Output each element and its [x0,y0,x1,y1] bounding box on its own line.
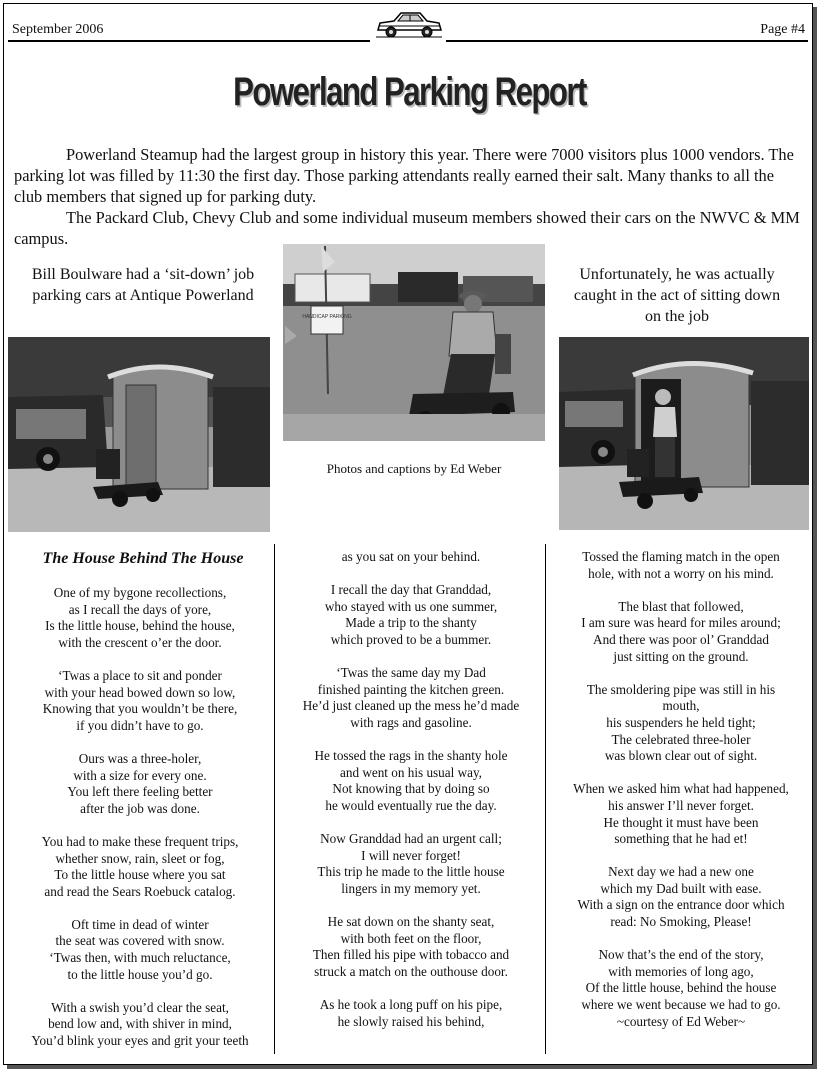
photo-scooter-center [283,244,545,441]
poem-stanza: I recall the day that Granddad, who stayed with us one summer, Made a trip to the shanty which proved to be a bummer. [324,582,498,647]
poem-stanza: Oft time in dead of winter the seat was covered with snow. ‘Twas then, with much reluctance, to the little house you’d go. [49,916,231,982]
column-divider-1 [274,544,275,1054]
poem-stanza: Ours was a three-holer, with a size for every one. You left there feeling better after the job was done. [67,750,213,816]
poem-column-2 [280,549,542,1047]
poem-stanza: You had to make these frequent trips, whether snow, rain, sleet or fog, To the little house where you sat and read the Sears Roebuck catalog. [41,833,239,899]
photo-outhouse-right [559,337,809,530]
poem-stanza: Next day we had a new one which my Dad built with ease. With a sign on the entrance door which read: No Smoking, Please! [577,864,785,930]
poem-stanza: The blast that followed, I am sure was heard for miles around; And there was poor ol’ Granddad just sitting on the ground. [581,598,781,664]
poem-title: The House Behind The House [42,550,244,567]
poem-column-1 [10,585,270,1066]
intro-text [14,144,804,249]
classic-car-icon [374,6,444,42]
caption-left: Bill Boulware had a ‘sit-down’ job parking cars at Antique Powerland [31,266,255,304]
handicap-sign-text: HANDICAP PARKING [302,314,352,320]
poem-stanza: as you sat on your behind. [341,549,481,564]
article-title: Powerland Parking Report [233,70,586,114]
column-divider-2 [545,544,546,1054]
poem-stanza: Now that’s the end of the story, with memories of long ago, Of the little house, behind the house where we went because we had to go. ~courtesy of Ed Weber~ [581,947,781,1029]
header-rule-left [8,40,370,42]
issue-date: September 2006 [12,22,104,37]
poem-stanza: When we asked him what had happened, his answer I’ll never forget. He thought it must have been something that he had et! [573,781,789,847]
poem-stanza: The smoldering pipe was still in his mouth, his suspenders he held tight; The celebrated three-holer was blown clear out of sight. [586,681,776,764]
poem-stanza: Tossed the flaming match in the open hole, with not a worry on his mind. [582,549,780,581]
intro-paragraph-2: The Packard Club, Chevy Club and some individual museum members showed their cars on the NWVC & MM campus. [14,208,800,248]
poem-stanza: As he took a long puff on his pipe, he slowly raised his behind, [319,997,503,1029]
poem-stanza: Now Granddad had an urgent call; I will never forget! This trip he made to the little house lingers in my memory yet. [317,831,505,896]
poem-stanza: With a swish you’d clear the seat, bend low and, with shiver in mind, You’d blink your eyes and grit your teeth [31,999,249,1049]
poem-stanza: He sat down on the shanty seat, with both feet on the floor, Then filled his pipe with tobacco and struck a match on the outhouse door. [312,914,510,979]
photo-credit: Photos and captions by Ed Weber [326,461,502,476]
photo-outhouse-left [8,337,270,532]
poem-stanza: ‘Twas a place to sit and ponder with your head bowed down so low, Knowing that you wouldn’t be there, if you didn’t have to go. [42,667,238,733]
poem-stanza: ‘Twas the same day my Dad finished painting the kitchen green. He’d just cleaned up the mess he’d made with rags and gasoline. [302,665,520,730]
header-rule-right [446,40,808,42]
poem-stanza: He tossed the rags in the shanty hole and went on his usual way, Not knowing that by doing so he would eventually rue the day. [314,748,508,813]
poem-column-3 [552,549,810,1047]
caption-right: Unfortunately, he was actually caught in the act of sitting down on the job [573,266,781,325]
poem-stanza: One of my bygone recollections, as I recall the days of yore, Is the little house, behind the house, with the crescent o’er the door. [45,585,235,650]
page-number: Page #4 [760,22,805,37]
intro-paragraph-1: Powerland Steamup had the largest group in history this year. There were 7000 visitors plus 1000 vendors. The parking lot was filled by 11:30 the first day. Those parking attendants really earned their salt. Many thanks to all the club members that signed up for parking duty. [14,145,794,206]
